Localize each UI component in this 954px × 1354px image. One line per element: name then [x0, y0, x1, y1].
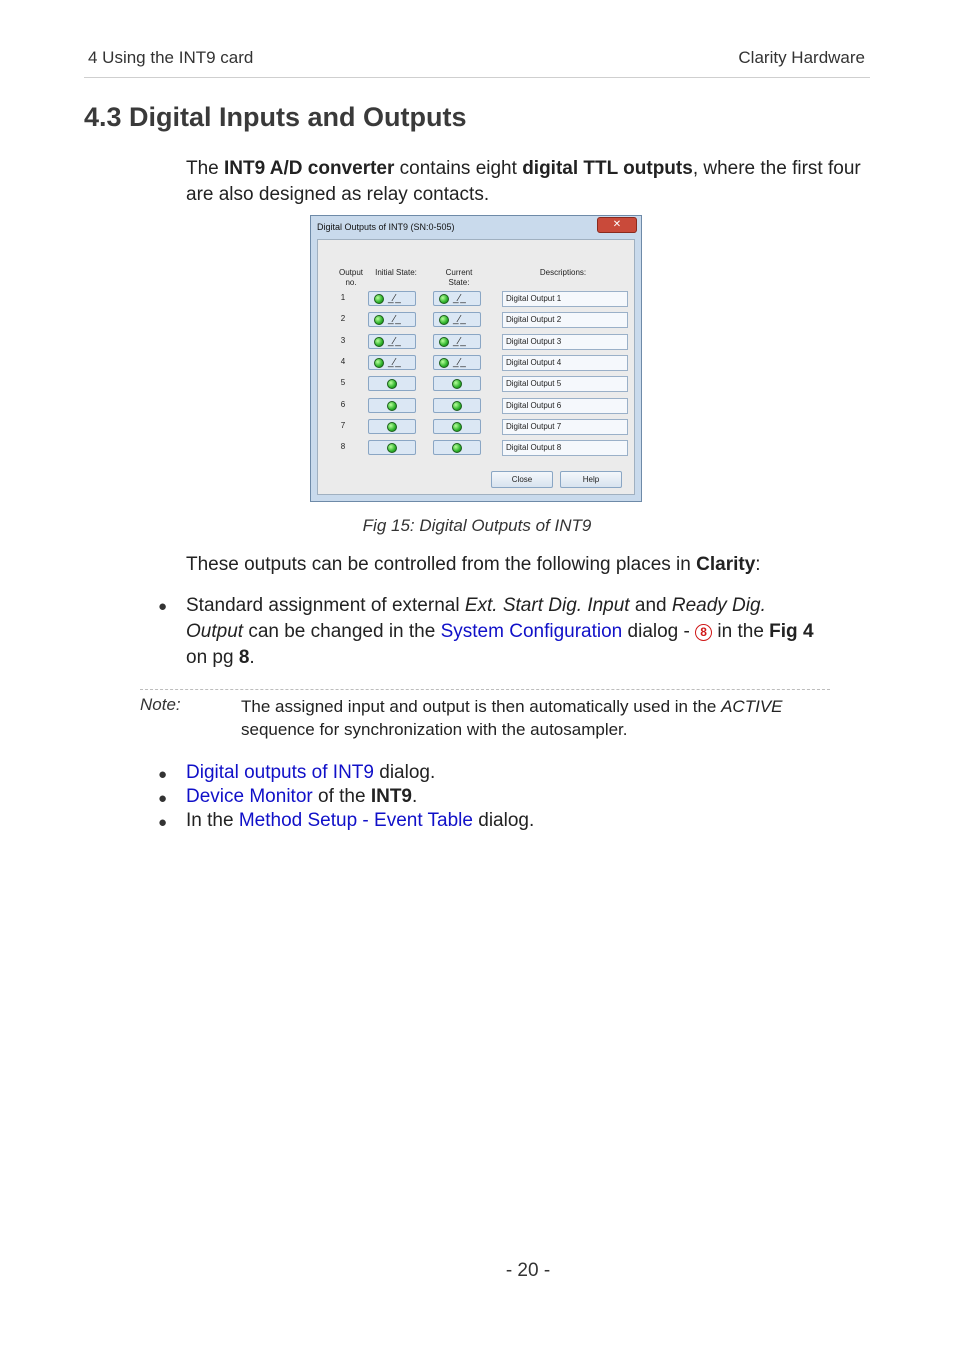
- column-header-output: Output no.: [338, 268, 363, 287]
- digital-outputs-dialog: [310, 215, 642, 502]
- page-number: - 20 -: [505, 1260, 551, 1281]
- led-indicator-icon: [452, 401, 462, 411]
- row-number: 4: [340, 356, 346, 366]
- description-field[interactable]: Digital Output 4: [502, 355, 628, 371]
- description-field[interactable]: Digital Output 1: [502, 291, 628, 307]
- led-indicator-icon: [387, 379, 397, 389]
- relay-switch-icon: _⁄_: [388, 356, 401, 368]
- bullet-icon: ●: [158, 598, 168, 615]
- header-divider: [84, 77, 870, 78]
- led-indicator-icon: [387, 401, 397, 411]
- description-field[interactable]: Digital Output 5: [502, 376, 628, 392]
- led-indicator-icon: [387, 443, 397, 453]
- help-button[interactable]: Help: [560, 471, 622, 488]
- row-number: 3: [340, 335, 346, 345]
- relay-switch-icon: _⁄_: [388, 293, 401, 304]
- row-number: 7: [340, 420, 346, 430]
- row-number: 8: [340, 442, 346, 452]
- bullet-digital-outputs: Digital outputs of INT9 dialog.: [186, 762, 436, 783]
- system-configuration-link[interactable]: System Configuration: [440, 621, 623, 642]
- callout-marker: 8: [695, 624, 712, 641]
- bullet-icon: ●: [158, 766, 168, 783]
- description-field[interactable]: Digital Output 7: [502, 419, 628, 435]
- led-indicator-icon: [439, 315, 449, 325]
- led-indicator-icon: [452, 379, 462, 389]
- description-field[interactable]: Digital Output 3: [502, 334, 628, 350]
- description-field[interactable]: Digital Output 6: [502, 398, 628, 414]
- current-state-toggle[interactable]: [433, 376, 481, 391]
- initial-state-toggle[interactable]: [368, 334, 416, 349]
- led-indicator-icon: [387, 422, 397, 432]
- column-header-initial-state: Initial State:: [375, 268, 417, 277]
- initial-state-toggle[interactable]: [368, 398, 416, 413]
- current-state-toggle[interactable]: [433, 334, 481, 349]
- row-number: 2: [340, 314, 346, 324]
- bullet-system-configuration: Standard assignment of external Ext. Start Dig. Input and Ready Dig. Output can be changed in the System Configuration dialog - 8 in the Fig 4 on pg 8.: [186, 595, 814, 668]
- figure-caption: Fig 15: Digital Outputs of INT9: [362, 516, 592, 535]
- section-title: 4.3 Digital Inputs and Outputs: [84, 102, 467, 132]
- column-header-descriptions: Descriptions:: [539, 268, 587, 277]
- note-divider: [140, 689, 830, 690]
- led-indicator-icon: [374, 315, 384, 325]
- led-indicator-icon: [374, 294, 384, 304]
- led-indicator-icon: [439, 337, 449, 347]
- relay-switch-icon: _⁄_: [453, 314, 466, 326]
- relay-switch-icon: _⁄_: [388, 335, 401, 347]
- places-paragraph: These outputs can be controlled from the following places in Clarity:: [186, 554, 761, 575]
- bullet-device-monitor: Device Monitor of the INT9.: [186, 786, 418, 807]
- current-state-toggle[interactable]: [433, 398, 481, 413]
- initial-state-toggle[interactable]: [368, 440, 416, 455]
- note-label: Note:: [140, 695, 181, 714]
- led-indicator-icon: [452, 422, 462, 432]
- current-state-toggle[interactable]: [433, 355, 481, 370]
- row-number: 1: [340, 293, 346, 302]
- relay-switch-icon: _⁄_: [453, 293, 466, 304]
- bullet-icon: ●: [158, 814, 168, 831]
- current-state-toggle[interactable]: [433, 291, 481, 306]
- led-indicator-icon: [439, 358, 449, 368]
- led-indicator-icon: [374, 358, 384, 368]
- row-number: 6: [340, 399, 346, 409]
- intro-paragraph: The INT9 A/D converter contains eight digital TTL outputs, where the first four are also designed as relay contacts.: [186, 158, 861, 205]
- dialog-title: Digital Outputs of INT9 (SN:0-505): [317, 222, 455, 232]
- row-number: 5: [340, 378, 346, 388]
- led-indicator-icon: [439, 294, 449, 304]
- relay-switch-icon: _⁄_: [453, 356, 466, 368]
- dialog-close-icon[interactable]: ✕: [597, 217, 637, 233]
- led-indicator-icon: [374, 337, 384, 347]
- relay-switch-icon: _⁄_: [453, 335, 466, 347]
- description-field[interactable]: Digital Output 8: [502, 440, 628, 456]
- initial-state-toggle[interactable]: [368, 355, 416, 370]
- relay-switch-icon: _⁄_: [388, 314, 401, 326]
- running-header-product: Clarity Hardware: [738, 48, 865, 67]
- initial-state-toggle[interactable]: [368, 376, 416, 391]
- initial-state-toggle[interactable]: [368, 419, 416, 434]
- current-state-toggle[interactable]: [433, 312, 481, 327]
- running-header-chapter: 4 Using the INT9 card: [88, 48, 254, 67]
- digital-outputs-link[interactable]: Digital outputs of INT9: [186, 762, 374, 783]
- method-setup-link[interactable]: Method Setup - Event Table: [238, 810, 473, 831]
- bullet-icon: ●: [158, 790, 168, 807]
- initial-state-toggle[interactable]: [368, 312, 416, 327]
- note-text: The assigned input and output is then automatically used in the ACTIVE sequence for synchronization with the autosampler.: [241, 697, 783, 739]
- led-indicator-icon: [452, 443, 462, 453]
- current-state-toggle[interactable]: [433, 419, 481, 434]
- column-header-current-state: Current State:: [445, 268, 473, 287]
- current-state-toggle[interactable]: [433, 440, 481, 455]
- dialog-client-area: [317, 239, 635, 495]
- description-field[interactable]: Digital Output 2: [502, 312, 628, 328]
- close-button[interactable]: Close: [491, 471, 553, 488]
- initial-state-toggle[interactable]: [368, 291, 416, 306]
- device-monitor-link[interactable]: Device Monitor: [186, 786, 313, 807]
- bullet-method-setup: In the Method Setup - Event Table dialog.: [186, 810, 535, 831]
